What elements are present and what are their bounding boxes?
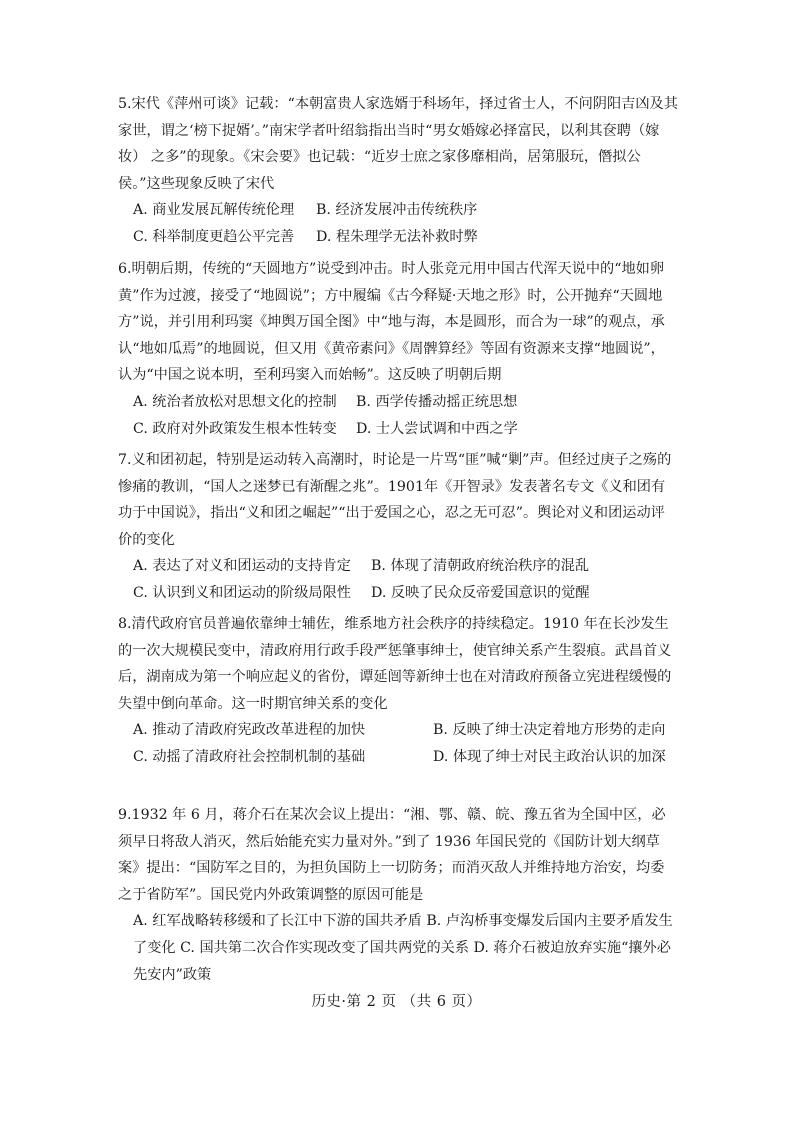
question-stem: 清代政府官员普遍依靠绅士辅佐，维系地方社会秩序的持续稳定。1910 年在长沙发生的一次大规模民变中，清政府用行政手段严惩肇事绅士，使官绅关系产生裂痕。武昌首义后，湖南成为第一个响应起义的省份，谭延闿等新绅士也在对清政府预备立宪进程缓慢的失望中倒向革命。这一时期官绅关系的变化 (118, 616, 672, 712)
option-c[interactable]: C. 政府对外政策发生根本性转变 (133, 420, 337, 437)
page-footer: 历史·第 2 页 （共 6 页） (311, 994, 482, 1010)
option-a[interactable]: A. 推动了清政府宪政改革进程的加快 (133, 722, 366, 739)
option-c[interactable]: C. 认识到义和团运动的阶级局限性 (133, 584, 351, 601)
question-number: 9. (118, 807, 132, 823)
options (118, 389, 678, 442)
option-c[interactable]: C. 动摇了清政府社会控制机制的基础 (133, 748, 366, 765)
question-number: 6. (118, 261, 132, 277)
options-inline[interactable]: A. 红军战略转移缓和了长江中下游的国共矛盾 B. 卢沟桥事变爆发后国内主要矛盾发生了变化 C. 国共第二次合作实现改变了国共两党的关系 D. 蒋介石被迫放弃实施“攘外必先安内”政策 (133, 913, 673, 983)
options (118, 553, 678, 606)
question-7 (118, 447, 678, 607)
option-d[interactable]: D. 反映了民众反帝爱国意识的觉醒 (371, 584, 590, 601)
question-8 (118, 611, 678, 771)
question-stem: 义和团初起，特别是运动转入高潮时，时论是一片骂“匪”喊“剿”声。但经过庚子之殇的惨痛的教训，“国人之迷梦已有渐醒之兆”。1901年《开智录》发表著名专文《义和团有功于中国说》，指出“义和团之崛起”“出于爱国之心，忍之无可忍”。舆论对义和团运动评价的变化 (118, 452, 672, 548)
options (118, 717, 678, 770)
question-number: 8. (118, 616, 132, 632)
question-stem: 1932 年 6 月，蒋介石在某次会议上提出：“湘、鄂、赣、皖、豫五省为全国中区，必须早日将敌人消灭，然后始能充实力量对外。”到了 1936 年国民党的《国防计划大纲草案》提出：“国防军之目的，为担负国防上一切防务；而消灭敌人并维持地方治安，均委之于省防军”。国民党内外政策调整的原因可能是 (118, 807, 666, 903)
option-b[interactable]: B. 体现了清朝政府统治秩序的混乱 (371, 558, 590, 575)
question-stem: 宋代《萍州可谈》记载：“本朝富贵人家选婿于科场年，择过省士人，不问阴阳吉凶及其家世，谓之‘榜下捉婿’。”南宋学者叶绍翁指出当时“男女婚嫁必择富民，以利其奁聘（嫁妆） 之多”的现象。《宋会要》也记载：“近岁士庶之家侈靡相尚，居第服玩，僭拟公侯。”这些现象反映了宋代 (118, 96, 678, 192)
question-6 (118, 256, 678, 442)
question-9 (118, 802, 678, 988)
option-d[interactable]: D. 程朱理学无法补救时弊 (316, 228, 478, 245)
option-b[interactable]: B. 经济发展冲击传统秩序 (316, 202, 478, 219)
option-c[interactable]: C. 科举制度更趋公平完善 (133, 228, 295, 245)
question-number: 7. (118, 452, 132, 468)
question-number: 5. (118, 96, 132, 112)
option-d[interactable]: D. 体现了绅士对民主政治认识的加深 (433, 748, 666, 765)
option-b[interactable]: B. 反映了绅士决定着地方形势的走向 (433, 722, 666, 739)
option-d[interactable]: D. 士人尝试调和中西之学 (356, 420, 518, 437)
option-a[interactable]: A. 表达了对义和团运动的支持肯定 (133, 558, 351, 575)
option-a[interactable]: A. 商业发展瓦解传统伦理 (133, 202, 295, 219)
option-b[interactable]: B. 西学传播动摇正统思想 (356, 393, 518, 410)
option-a[interactable]: A. 统治者放松对思想文化的控制 (133, 393, 337, 410)
question-stem: 明朝后期，传统的“天圆地方”说受到冲击。时人张竞元用中国古代浑天说中的“地如卵黄”作为过渡，接受了“地圆说”；方中履编《古今释疑·天地之形》时，公开抛弃“天圆地方”说，并引用利玛窦《坤舆万国全图》中“地与海，本是圆形，而合为一球”的观点，承认“地如瓜焉”的地圆说，但又用《黄帝素问》《周髀算经》等固有资源来支撑“地圆说”，认为“中国之说本明，至利玛窦入而始畅”。这反映了明朝后期 (118, 261, 665, 384)
question-5 (118, 91, 678, 251)
options (118, 197, 678, 250)
